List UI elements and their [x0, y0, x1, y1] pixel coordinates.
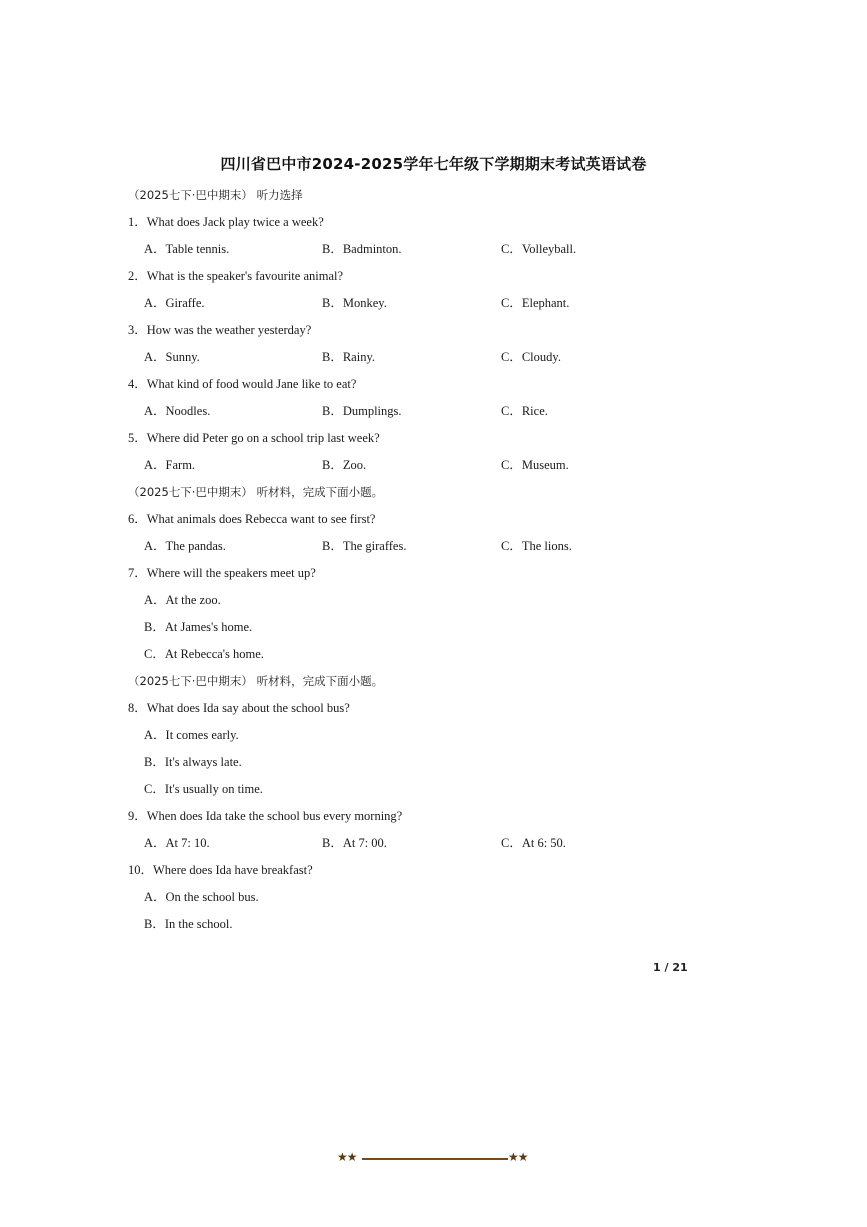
answer-option-b: B．Monkey.: [322, 296, 387, 310]
answer-option-b: B．Zoo.: [322, 458, 367, 472]
answer-options-row: [128, 348, 728, 375]
answer-option-b: B．The giraffes.: [322, 539, 407, 553]
question-text: 8．What does Ida say about the school bus?: [128, 701, 350, 715]
footer-stars-left: ★★: [337, 1150, 357, 1164]
question-text: 7．Where will the speakers meet up?: [128, 566, 316, 580]
answer-options-row: [128, 456, 728, 483]
answer-option-a: A．The pandas.: [144, 539, 226, 553]
question-text: 10．Where does Ida have breakfast?: [128, 863, 313, 877]
answer-option: B．In the school.: [144, 917, 233, 931]
footer-ornament: [337, 1151, 533, 1167]
footer-rule: [362, 1158, 508, 1160]
answer-option: A．At the zoo.: [144, 593, 221, 607]
question-text: 6．What animals does Rebecca want to see first?: [128, 512, 376, 526]
answer-option-a: A．Farm.: [144, 458, 196, 472]
question-text: 3．How was the weather yesterday?: [128, 323, 312, 337]
question-text: 2．What is the speaker's favourite animal?: [128, 269, 344, 283]
section-heading: （2025七下·巴中期末） 听材料，完成下面小题。: [128, 485, 384, 499]
answer-options-row: [128, 834, 728, 861]
answer-option-b: B．Rainy.: [322, 350, 376, 364]
question-text: 9．When does Ida take the school bus every morning?: [128, 809, 403, 823]
answer-option: A．On the school bus.: [144, 890, 259, 904]
answer-option-a: A．Giraffe.: [144, 296, 205, 310]
answer-option-c: C．Rice.: [501, 404, 548, 418]
question-text: 5．Where did Peter go on a school trip last week?: [128, 431, 380, 445]
section-heading: （2025七下·巴中期末） 听材料，完成下面小题。: [128, 674, 384, 688]
answer-option: C．At Rebecca's home.: [144, 647, 264, 661]
page-number: 1 / 21: [653, 961, 688, 974]
answer-option-c: C．At 6: 50.: [501, 836, 566, 850]
question-text: 4．What kind of food would Jane like to eat?: [128, 377, 357, 391]
answer-option-a: A．Table tennis.: [144, 242, 230, 256]
document-title: 四川省巴中市2024-2025学年七年级下学期期末考试英语试卷: [220, 155, 647, 173]
answer-option-c: C．Elephant.: [501, 296, 570, 310]
answer-options-row: [128, 294, 728, 321]
answer-option-b: B．Badminton.: [322, 242, 402, 256]
answer-option: C．It's usually on time.: [144, 782, 263, 796]
question-list: [128, 186, 728, 942]
footer-stars-right: ★★: [508, 1150, 528, 1164]
answer-option-b: B．Dumplings.: [322, 404, 402, 418]
answer-options-row: [128, 240, 728, 267]
answer-option: B．At James's home.: [144, 620, 253, 634]
answer-option: B．It's always late.: [144, 755, 242, 769]
section-heading: （2025七下·巴中期末） 听力选择: [128, 188, 303, 202]
answer-options-row: [128, 402, 728, 429]
answer-option-a: A．At 7: 10.: [144, 836, 210, 850]
answer-option-a: A．Sunny.: [144, 350, 200, 364]
answer-options-row: [128, 537, 728, 564]
answer-option-c: C．Museum.: [501, 458, 569, 472]
answer-option-b: B．At 7: 00.: [322, 836, 387, 850]
answer-option-c: C．The lions.: [501, 539, 572, 553]
answer-option-a: A．Noodles.: [144, 404, 211, 418]
answer-option: A．It comes early.: [144, 728, 239, 742]
answer-option-c: C．Volleyball.: [501, 242, 577, 256]
answer-option-c: C．Cloudy.: [501, 350, 561, 364]
question-text: 1．What does Jack play twice a week?: [128, 215, 324, 229]
